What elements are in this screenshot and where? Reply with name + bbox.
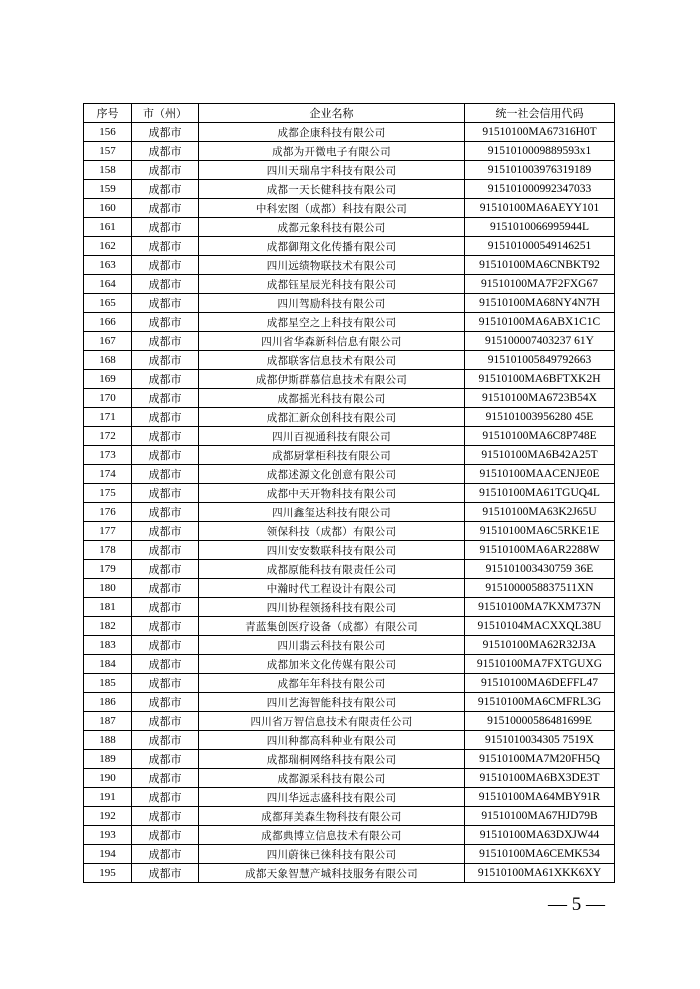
row-city: 成都市 <box>132 294 199 313</box>
row-company-name: 成都中天开物科技有限公司 <box>199 484 465 503</box>
row-company-name: 成都拜美森生物科技有限公司 <box>199 807 465 826</box>
row-company-name: 成都一天长健科技有限公司 <box>199 180 465 199</box>
row-seq: 169 <box>84 370 132 389</box>
row-credit-code: 9151010066995944L <box>465 218 615 237</box>
row-credit-code: 91510100MA67HJD79B <box>465 807 615 826</box>
row-credit-code: 91510104MACXXQL38U <box>465 617 615 636</box>
row-company-name: 四川种都高科种业有限公司 <box>199 731 465 750</box>
row-city: 成都市 <box>132 636 199 655</box>
row-company-name: 成都瑞桐网络科技有限公司 <box>199 750 465 769</box>
row-seq: 190 <box>84 769 132 788</box>
row-credit-code: 91510100MA63DXJW44 <box>465 826 615 845</box>
row-credit-code: 91510000586481699E <box>465 712 615 731</box>
row-company-name: 中科宏图（成都）科技有限公司 <box>199 199 465 218</box>
row-city: 成都市 <box>132 161 199 180</box>
row-city: 成都市 <box>132 617 199 636</box>
row-city: 成都市 <box>132 427 199 446</box>
row-city: 成都市 <box>132 256 199 275</box>
table-row <box>84 750 615 769</box>
row-credit-code: 91510100MA61XKK6XY <box>465 864 615 883</box>
table-row <box>84 655 615 674</box>
row-seq: 188 <box>84 731 132 750</box>
row-company-name: 成都述源文化创意有限公司 <box>199 465 465 484</box>
row-credit-code: 915101000992347033 <box>465 180 615 199</box>
row-company-name: 成都汇新众创科技有限公司 <box>199 408 465 427</box>
row-company-name: 成都加米文化传媒有限公司 <box>199 655 465 674</box>
row-credit-code: 915101003956280 45E <box>465 408 615 427</box>
row-company-name: 四川天瑞帛宇科技有限公司 <box>199 161 465 180</box>
row-company-name: 中瀚时代工程设计有限公司 <box>199 579 465 598</box>
row-seq: 195 <box>84 864 132 883</box>
row-credit-code: 91510100MA63K2J65U <box>465 503 615 522</box>
row-city: 成都市 <box>132 598 199 617</box>
row-credit-code: 91510100MA6ABX1C1C <box>465 313 615 332</box>
row-credit-code: 91510100MAACENJE0E <box>465 465 615 484</box>
row-company-name: 四川省华森新科信息有限公司 <box>199 332 465 351</box>
row-seq: 189 <box>84 750 132 769</box>
table-row <box>84 389 615 408</box>
row-seq: 156 <box>84 123 132 142</box>
row-city: 成都市 <box>132 560 199 579</box>
row-seq: 176 <box>84 503 132 522</box>
row-credit-code: 91510100MA6CMFRL3G <box>465 693 615 712</box>
row-city: 成都市 <box>132 351 199 370</box>
table-row <box>84 807 615 826</box>
row-company-name: 四川驾励科技有限公司 <box>199 294 465 313</box>
row-credit-code: 91510100MA64MBY91R <box>465 788 615 807</box>
header-city: 市（州） <box>132 104 199 123</box>
row-city: 成都市 <box>132 674 199 693</box>
header-credit-code: 统一社会信用代码 <box>465 104 615 123</box>
row-seq: 167 <box>84 332 132 351</box>
row-company-name: 成都联客信息技术有限公司 <box>199 351 465 370</box>
row-credit-code: 91510100MA7FXTGUXG <box>465 655 615 674</box>
row-credit-code: 91510100MA6DEFFL47 <box>465 674 615 693</box>
row-city: 成都市 <box>132 731 199 750</box>
header-company-name: 企业名称 <box>199 104 465 123</box>
row-company-name: 成都企康科技有限公司 <box>199 123 465 142</box>
table-row <box>84 332 615 351</box>
row-company-name: 四川艺海智能科技有限公司 <box>199 693 465 712</box>
table-row <box>84 294 615 313</box>
table-row <box>84 864 615 883</box>
table-row <box>84 142 615 161</box>
row-city: 成都市 <box>132 807 199 826</box>
row-seq: 160 <box>84 199 132 218</box>
row-seq: 181 <box>84 598 132 617</box>
row-city: 成都市 <box>132 655 199 674</box>
row-city: 成都市 <box>132 199 199 218</box>
table-row <box>84 465 615 484</box>
row-credit-code: 91510100MA6C8P748E <box>465 427 615 446</box>
row-company-name: 成都厨掌柜科技有限公司 <box>199 446 465 465</box>
row-seq: 164 <box>84 275 132 294</box>
row-city: 成都市 <box>132 693 199 712</box>
table-row <box>84 617 615 636</box>
row-city: 成都市 <box>132 503 199 522</box>
row-seq: 192 <box>84 807 132 826</box>
row-seq: 183 <box>84 636 132 655</box>
table-header-row <box>84 104 615 123</box>
row-city: 成都市 <box>132 465 199 484</box>
row-seq: 158 <box>84 161 132 180</box>
row-city: 成都市 <box>132 484 199 503</box>
row-city: 成都市 <box>132 579 199 598</box>
row-seq: 175 <box>84 484 132 503</box>
row-credit-code: 91510100MA7KXM737N <box>465 598 615 617</box>
row-city: 成都市 <box>132 522 199 541</box>
row-credit-code: 91510100MA6723B54X <box>465 389 615 408</box>
table-row <box>84 427 615 446</box>
row-city: 成都市 <box>132 237 199 256</box>
row-company-name: 四川协程领扬科技有限公司 <box>199 598 465 617</box>
row-company-name: 四川鑫玺达科技有限公司 <box>199 503 465 522</box>
row-seq: 163 <box>84 256 132 275</box>
row-city: 成都市 <box>132 788 199 807</box>
table-row <box>84 636 615 655</box>
row-seq: 166 <box>84 313 132 332</box>
row-seq: 168 <box>84 351 132 370</box>
table-row <box>84 256 615 275</box>
row-company-name: 四川华远志盛科技有限公司 <box>199 788 465 807</box>
table-row <box>84 370 615 389</box>
row-credit-code: 915101003430759 36E <box>465 560 615 579</box>
row-seq: 172 <box>84 427 132 446</box>
row-city: 成都市 <box>132 332 199 351</box>
row-credit-code: 9151000058837511XN <box>465 579 615 598</box>
row-company-name: 成都钰星辰光科技有限公司 <box>199 275 465 294</box>
table-row <box>84 712 615 731</box>
table-row <box>84 541 615 560</box>
table-row <box>84 218 615 237</box>
row-city: 成都市 <box>132 408 199 427</box>
row-city: 成都市 <box>132 769 199 788</box>
row-company-name: 四川远绩物联技术有限公司 <box>199 256 465 275</box>
row-company-name: 四川翡云科技有限公司 <box>199 636 465 655</box>
row-credit-code: 915100007403237 61Y <box>465 332 615 351</box>
row-company-name: 领保科技（成都）有限公司 <box>199 522 465 541</box>
row-city: 成都市 <box>132 142 199 161</box>
row-seq: 179 <box>84 560 132 579</box>
row-seq: 182 <box>84 617 132 636</box>
table-row <box>84 579 615 598</box>
row-seq: 170 <box>84 389 132 408</box>
row-city: 成都市 <box>132 826 199 845</box>
table-body <box>84 123 615 883</box>
row-city: 成都市 <box>132 712 199 731</box>
row-seq: 184 <box>84 655 132 674</box>
row-city: 成都市 <box>132 218 199 237</box>
table-row <box>84 598 615 617</box>
row-credit-code: 9151010009889593x1 <box>465 142 615 161</box>
row-company-name: 成都原能科技有限责任公司 <box>199 560 465 579</box>
row-company-name: 成都天象智慧产城科技服务有限公司 <box>199 864 465 883</box>
row-credit-code: 91510100MA6AEYY101 <box>465 199 615 218</box>
row-credit-code: 91510100MA61TGUQ4L <box>465 484 615 503</box>
row-company-name: 四川安安数联科技有限公司 <box>199 541 465 560</box>
row-seq: 174 <box>84 465 132 484</box>
row-company-name: 成都伊斯群慕信息技术有限公司 <box>199 370 465 389</box>
row-city: 成都市 <box>132 389 199 408</box>
table-row <box>84 522 615 541</box>
row-city: 成都市 <box>132 123 199 142</box>
row-city: 成都市 <box>132 180 199 199</box>
row-city: 成都市 <box>132 541 199 560</box>
row-company-name: 成都年年科技有限公司 <box>199 674 465 693</box>
row-company-name: 四川省万智信息技术有限责任公司 <box>199 712 465 731</box>
row-credit-code: 91510100MA7M20FH5Q <box>465 750 615 769</box>
table-row <box>84 484 615 503</box>
row-city: 成都市 <box>132 845 199 864</box>
row-company-name: 成都星空之上科技有限公司 <box>199 313 465 332</box>
row-credit-code: 91510100MA7F2FXG67 <box>465 275 615 294</box>
row-credit-code: 91510100MA6B42A25T <box>465 446 615 465</box>
row-seq: 162 <box>84 237 132 256</box>
row-seq: 173 <box>84 446 132 465</box>
row-city: 成都市 <box>132 864 199 883</box>
row-company-name: 成都典博立信息技术有限公司 <box>199 826 465 845</box>
table-row <box>84 769 615 788</box>
row-credit-code: 915101005849792663 <box>465 351 615 370</box>
row-seq: 178 <box>84 541 132 560</box>
row-credit-code: 91510100MA68NY4N7H <box>465 294 615 313</box>
row-seq: 185 <box>84 674 132 693</box>
row-credit-code: 91510100MA6BX3DE3T <box>465 769 615 788</box>
row-credit-code: 91510100MA6C5RKE1E <box>465 522 615 541</box>
row-credit-code: 91510100MA6CNBKT92 <box>465 256 615 275</box>
table-row <box>84 560 615 579</box>
table-row <box>84 446 615 465</box>
header-seq: 序号 <box>84 104 132 123</box>
row-credit-code: 91510100MA6CEMK534 <box>465 845 615 864</box>
table-row <box>84 674 615 693</box>
row-city: 成都市 <box>132 446 199 465</box>
row-seq: 159 <box>84 180 132 199</box>
row-seq: 157 <box>84 142 132 161</box>
row-seq: 180 <box>84 579 132 598</box>
row-company-name: 成都御翔文化传播有限公司 <box>199 237 465 256</box>
row-credit-code: 91510100MA6BFTXK2H <box>465 370 615 389</box>
row-seq: 187 <box>84 712 132 731</box>
table-row <box>84 693 615 712</box>
row-credit-code: 915101003976319189 <box>465 161 615 180</box>
enterprise-table <box>83 103 615 883</box>
row-credit-code: 9151010034305 7519X <box>465 731 615 750</box>
row-company-name: 四川百视通科技有限公司 <box>199 427 465 446</box>
row-seq: 165 <box>84 294 132 313</box>
row-seq: 191 <box>84 788 132 807</box>
table-row <box>84 845 615 864</box>
row-company-name: 成都元象科技有限公司 <box>199 218 465 237</box>
row-seq: 177 <box>84 522 132 541</box>
row-credit-code: 91510100MA6AR2288W <box>465 541 615 560</box>
row-city: 成都市 <box>132 313 199 332</box>
row-seq: 161 <box>84 218 132 237</box>
row-seq: 171 <box>84 408 132 427</box>
row-company-name: 成都源采科技有限公司 <box>199 769 465 788</box>
table-row <box>84 788 615 807</box>
table-row <box>84 275 615 294</box>
table-row <box>84 180 615 199</box>
row-city: 成都市 <box>132 370 199 389</box>
row-seq: 186 <box>84 693 132 712</box>
row-seq: 193 <box>84 826 132 845</box>
table-row <box>84 237 615 256</box>
row-credit-code: 91510100MA67316H0T <box>465 123 615 142</box>
row-credit-code: 915101000549146251 <box>465 237 615 256</box>
table-row <box>84 826 615 845</box>
row-city: 成都市 <box>132 750 199 769</box>
table-row <box>84 313 615 332</box>
row-credit-code: 91510100MA62R32J3A <box>465 636 615 655</box>
row-company-name: 成都摇光科技有限公司 <box>199 389 465 408</box>
table-row <box>84 123 615 142</box>
row-company-name: 青蓝集创医疗设备（成都）有限公司 <box>199 617 465 636</box>
row-seq: 194 <box>84 845 132 864</box>
table-row <box>84 161 615 180</box>
row-city: 成都市 <box>132 275 199 294</box>
row-company-name: 四川蔚徕已徕科技有限公司 <box>199 845 465 864</box>
table-row <box>84 503 615 522</box>
table-row <box>84 408 615 427</box>
row-company-name: 成都为开微电子有限公司 <box>199 142 465 161</box>
table-row <box>84 199 615 218</box>
table-row <box>84 731 615 750</box>
page-number: — 5 — <box>548 894 605 915</box>
table-row <box>84 351 615 370</box>
